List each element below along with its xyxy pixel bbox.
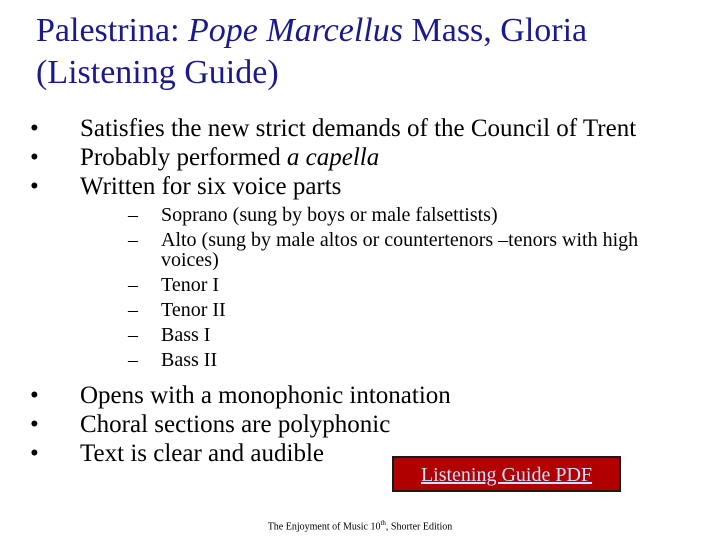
listening-guide-pdf-link[interactable] [392,456,621,492]
voice-part-text: Soprano (sung by boys or male falsettists) [161,204,498,226]
bullet-text-italic: a capella [286,144,380,171]
voice-part-text: Bass II [161,349,218,371]
voice-part-item [128,300,698,320]
bullet-dot: • [30,173,39,200]
footer-sup: th [380,519,386,527]
bullet-item [30,143,720,172]
bullet-dot: • [30,144,39,171]
bullet-item [30,172,720,201]
dash-marker: – [128,204,138,226]
dash-marker: – [128,324,138,346]
footer-text-end: , Shorter Edition [385,521,453,533]
voice-part-text: Alto (sung by male altos or countertenors –tenors with high voices) [161,229,639,271]
footer-text: The Enjoyment of Music 10 [267,521,381,533]
dash-marker: – [128,349,138,371]
secondary-bullet-list [30,381,720,468]
dash-marker: – [128,299,138,321]
voice-part-text: Tenor I [161,274,220,296]
voice-part-item [128,275,698,295]
title-part1: Palestrina: [36,12,189,49]
bullet-dot: • [30,411,39,438]
bullet-text: Text is clear and audible [80,440,324,467]
bullet-text: Choral sections are polyphonic [80,411,391,438]
main-bullet-list [30,114,720,201]
footer-citation [0,517,720,533]
voice-part-item [128,205,698,225]
bullet-text: Probably performed [80,144,287,171]
voice-part-text: Tenor II [161,299,226,321]
bullet-text: Satisfies the new strict demands of the Council of Trent [80,115,637,142]
dash-marker: – [128,274,138,296]
voice-part-item [128,230,698,270]
bullet-dot: • [30,115,39,142]
dash-marker: – [128,229,138,251]
bullet-dot: • [30,382,39,409]
voice-part-item [128,325,698,345]
bullet-item [30,114,720,143]
bullet-item [30,381,720,410]
voice-part-text: Bass I [161,324,211,346]
bullet-text: Written for six voice parts [80,173,342,200]
title-line2: (Listening Guide) [36,54,279,91]
title-italic: Pope Marcellus [188,12,403,49]
link-label: Listening Guide PDF [420,464,593,486]
bullet-item [30,410,720,439]
bullet-text: Opens with a monophonic intonation [80,382,451,409]
voice-part-item [128,350,698,370]
title-part2: Mass, Gloria [403,12,588,49]
slide-title [36,10,706,94]
bullet-dot: • [30,440,39,467]
voice-parts-list [128,205,698,375]
